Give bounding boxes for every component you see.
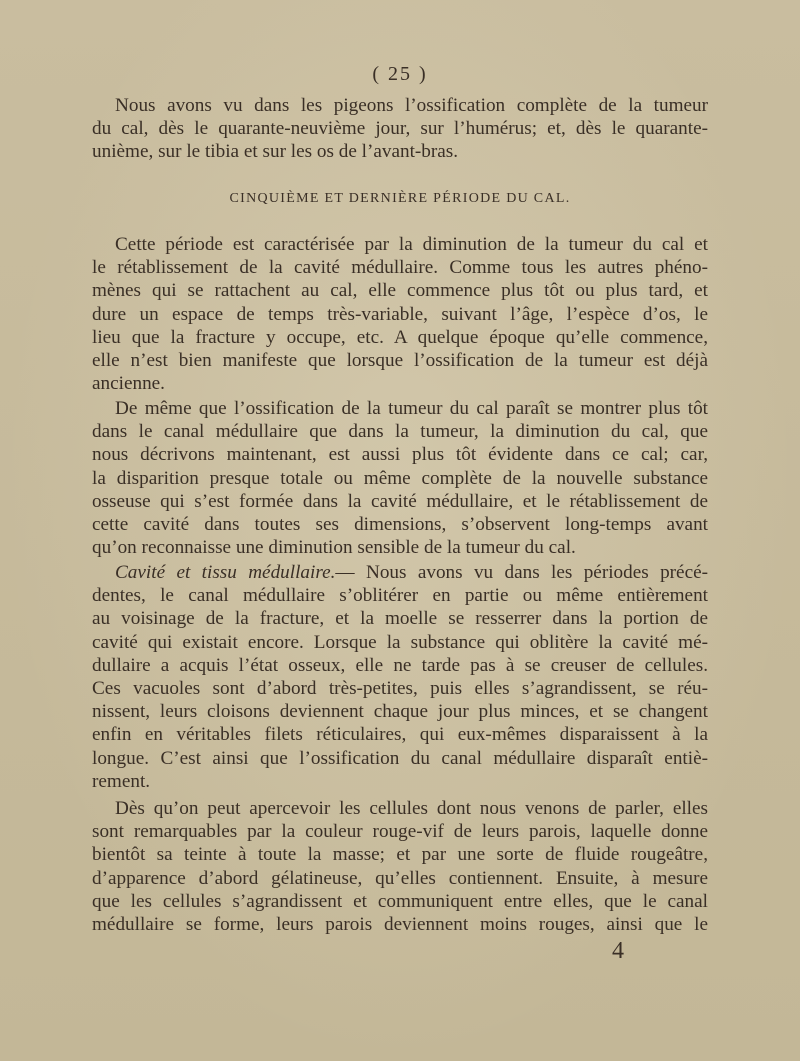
text-line: dentes, le canal médullaire s’oblitérer en partie ou même entièrement xyxy=(92,585,708,607)
page-number: ( 25 ) xyxy=(372,63,428,85)
text-line: unième, sur le tibia et sur les os de l’avant-bras. xyxy=(92,141,459,163)
text-line: bientôt sa teinte à toute la masse; et par une sorte de fluide rougeâtre, xyxy=(92,844,708,866)
signature-mark: 4 xyxy=(612,938,624,964)
text-line: dans le canal médullaire que dans la tumeur, la diminution du cal, que xyxy=(92,421,708,443)
text-line: le rétablissement de la cavité médullaire. Comme tous les autres phéno- xyxy=(92,257,708,279)
text-line: ancienne. xyxy=(92,373,165,395)
text-line: sont remarquables par la couleur rouge-vif de leurs parois, laquelle donne xyxy=(92,821,708,843)
text-line: enfin en véritables filets réticulaires, qui eux-mêmes disparaissent à la xyxy=(92,724,708,746)
text-line: cette cavité dans toutes ses dimensions, s’observent long-temps avant xyxy=(92,513,708,535)
text-line: Nous avons vu dans les pigeons l’ossification complète de la tumeur xyxy=(115,95,708,116)
paragraph-5 xyxy=(92,797,708,936)
text-line xyxy=(92,561,708,584)
text-line: nous décrivons maintenant, est aussi plus tôt évidente dans ce cal; car, xyxy=(92,444,708,466)
text-line: qu’on reconnaisse une diminution sensible de la tumeur du cal. xyxy=(92,537,576,559)
text-line: elle n’est bien manifeste que lorsque l’ossification de la tumeur est déjà xyxy=(92,349,708,371)
text-line: médullaire se forme, leurs parois deviennent moins rouges, ainsi que le xyxy=(92,913,708,935)
paragraph-3 xyxy=(92,397,708,559)
text-line: De même que l’ossification de la tumeur du cal paraît se montrer plus tôt xyxy=(115,398,708,419)
paragraph-4 xyxy=(92,561,708,793)
text-line: lieu que la fracture y occupe, etc. A quelque époque qu’elle commence, xyxy=(92,326,708,348)
text-line: osseuse qui s’est formée dans la cavité médullaire, et le rétablissement de xyxy=(92,490,708,512)
text-line: la disparition presque totale ou même complète de la nouvelle substance xyxy=(92,467,708,489)
text-line: que les cellules s’agrandissent et communiquent entre elles, que le canal xyxy=(92,890,708,912)
text-line: mènes qui se rattachent au cal, elle commence plus tôt ou plus tard, et xyxy=(92,280,708,302)
paragraph-1 xyxy=(92,94,708,164)
text-line: Dès qu’on peut apercevoir les cellules dont nous venons de parler, elles xyxy=(115,798,708,819)
text-line: Cette période est caractérisée par la diminution de la tumeur du cal et xyxy=(115,234,708,255)
text-line: rement. xyxy=(92,770,151,792)
paragraph-2 xyxy=(92,233,708,395)
section-heading: CINQUIÈME ET DERNIÈRE PÉRIODE DU CAL. xyxy=(229,191,571,206)
text-line: dullaire a acquis l’état osseux, elle ne tarde pas à se creuser de cellules. xyxy=(92,654,708,676)
text-line: du cal, dès le quarante-neuvième jour, sur l’humérus; et, dès le quarante- xyxy=(92,118,708,140)
text-line: cavité qui existait encore. Lorsque la substance qui oblitère la cavité mé- xyxy=(92,631,708,653)
text-line: d’apparence d’abord gélatineuse, qu’elles contiennent. Ensuite, à mesure xyxy=(92,867,708,889)
lead-rest: — Nous avons vu dans les périodes précé- xyxy=(335,562,708,583)
text-line: dure un espace de temps très-variable, suivant l’âge, l’espèce d’os, le xyxy=(92,303,708,325)
text-line: au voisinage de la fracture, et la moelle se resserrer dans la portion de xyxy=(92,608,708,630)
text-line: nissent, leurs cloisons deviennent chaque jour plus minces, et se changent xyxy=(92,701,708,723)
text-line: Ces vacuoles sont d’abord très-petites, puis elles s’agrandissent, se réu- xyxy=(92,677,708,699)
italic-lead: Cavité et tissu médullaire. xyxy=(115,562,336,583)
text-line: longue. C’est ainsi que l’ossification du canal médullaire disparaît entiè- xyxy=(92,747,708,769)
